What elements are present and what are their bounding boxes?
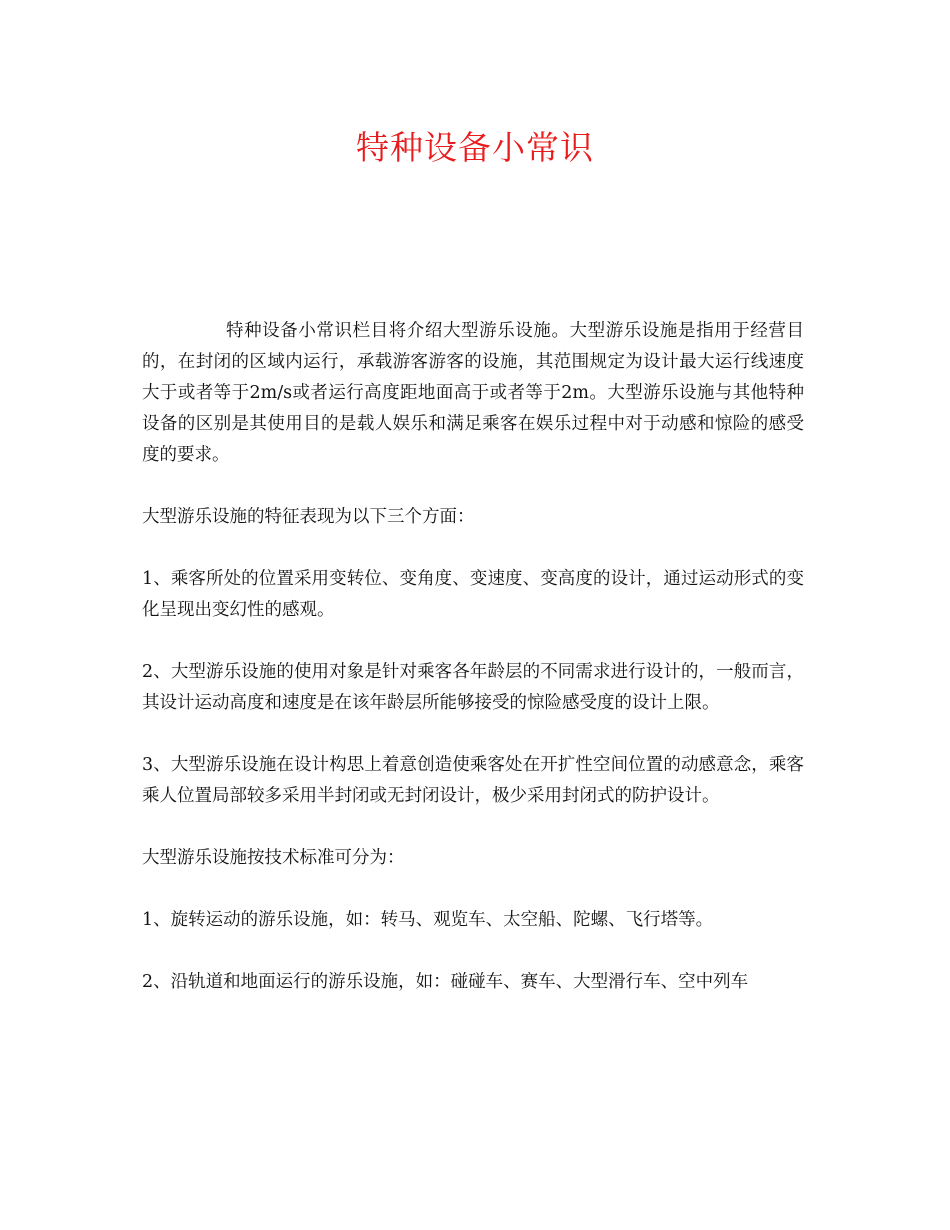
classification-item-1: 1、旋转运动的游乐设施，如：转马、观览车、太空船、陀螺、飞行塔等。 [142,910,714,930]
intro-paragraph: 特种设备小常识栏目将介绍大型游乐设施。大型游乐设施是指用于经营目的，在封闭的区域内运行，承载游客游客的设施，其范围规定为设计最大运行线速度大于或者等于2m/s或者运行高度距地面高于或者等于2m。大型游乐设施与其他特种设备的区别是其使用目的是载人娱乐和满足乘客在娱乐过程中对于动感和惊险的感受度的要求。 [142,321,804,465]
feature-item-1: 1、乘客所处的位置采用变转位、变角度、变速度、变高度的设计，通过运动形式的变化呈现出变幻性的感观。 [142,569,804,620]
feature-item-2: 2、大型游乐设施的使用对象是针对乘客各年龄层的不同需求进行设计的，一般而言，其设计运动高度和速度是在该年龄层所能够接受的惊险感受度的设计上限。 [142,662,804,713]
document-title: 特种设备小常识 [356,128,594,167]
classification-item-2: 2、沿轨道和地面运行的游乐设施，如：碰碰车、赛车、大型滑行车、空中列车 [142,972,749,992]
features-heading-paragraph: 大型游乐设施的特征表现为以下三个方面： [142,507,475,527]
document-body [142,316,804,1029]
feature-item-3: 3、大型游乐设施在设计构思上着意创造使乘客处在开扩性空间位置的动感意念，乘客乘人位置局部较多采用半封闭或无封闭设计，极少采用封闭式的防护设计。 [142,755,804,806]
classification-heading-paragraph: 大型游乐设施按技术标准可分为： [142,848,405,868]
